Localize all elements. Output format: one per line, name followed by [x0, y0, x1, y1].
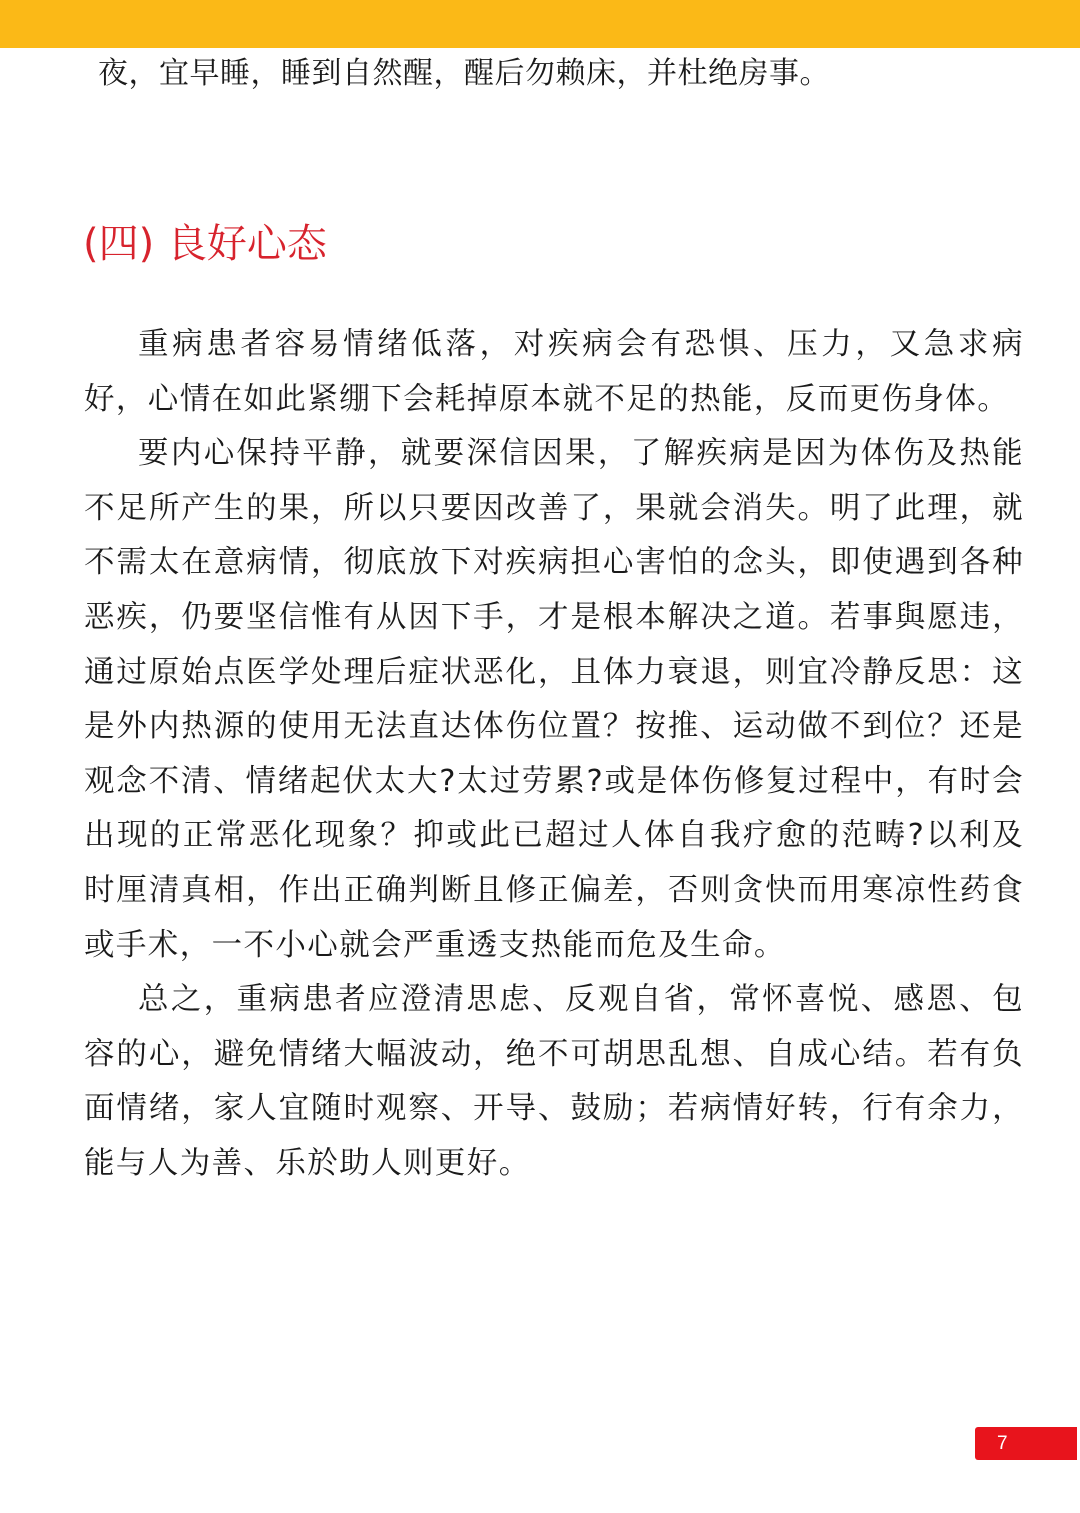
- paragraph-1: 重病患者容易情绪低落，对疾病会有恐惧、压力，又急求病好，心情在如此紧绷下会耗掉原本就不足的热能，反而更伤身体。: [84, 327, 1024, 417]
- top-color-bar: [0, 0, 1080, 48]
- paragraph-3: 总之，重病患者应澄清思虑、反观自省，常怀喜悦、感恩、包容的心，避免情绪大幅波动，绝不可胡思乱想、自成心结。若有负面情绪，家人宜随时观察、开导、鼓励；若病情好转，行有余力，能与人为善、乐於助人则更好。: [84, 982, 1024, 1181]
- page-number-tab: [975, 1427, 1077, 1460]
- section-heading: (四) 良好心态: [83, 221, 327, 267]
- page-number: 7: [997, 1433, 1008, 1454]
- section-body: [84, 318, 1024, 1192]
- paragraph-2: 要内心保持平静，就要深信因果，了解疾病是因为体伤及热能不足所产生的果，所以只要因改善了，果就会消失。明了此理，就不需太在意病情，彻底放下对疾病担心害怕的念头，即使遇到各种恶疾，仍要坚信惟有从因下手，才是根本解决之道。若事與愿违，通过原始点医学处理后症状恶化，且体力衰退，则宜冷静反思：这是外内热源的使用无法直达体伤位置？按推、运动做不到位？还是观念不清、情绪起伏太大?太过劳累?或是体伤修复过程中，有时会出现的正常恶化现象？抑或此已超过人体自我疗愈的范畴?以利及时厘清真相，作出正确判断且修正偏差，否则贪快而用寒凉性药食或手术，一不小心就会严重透支热能而危及生命。: [84, 436, 1024, 963]
- carry-over-text-line: 夜，宜早睡，睡到自然醒，醒后勿赖床，并杜绝房事。: [98, 56, 830, 91]
